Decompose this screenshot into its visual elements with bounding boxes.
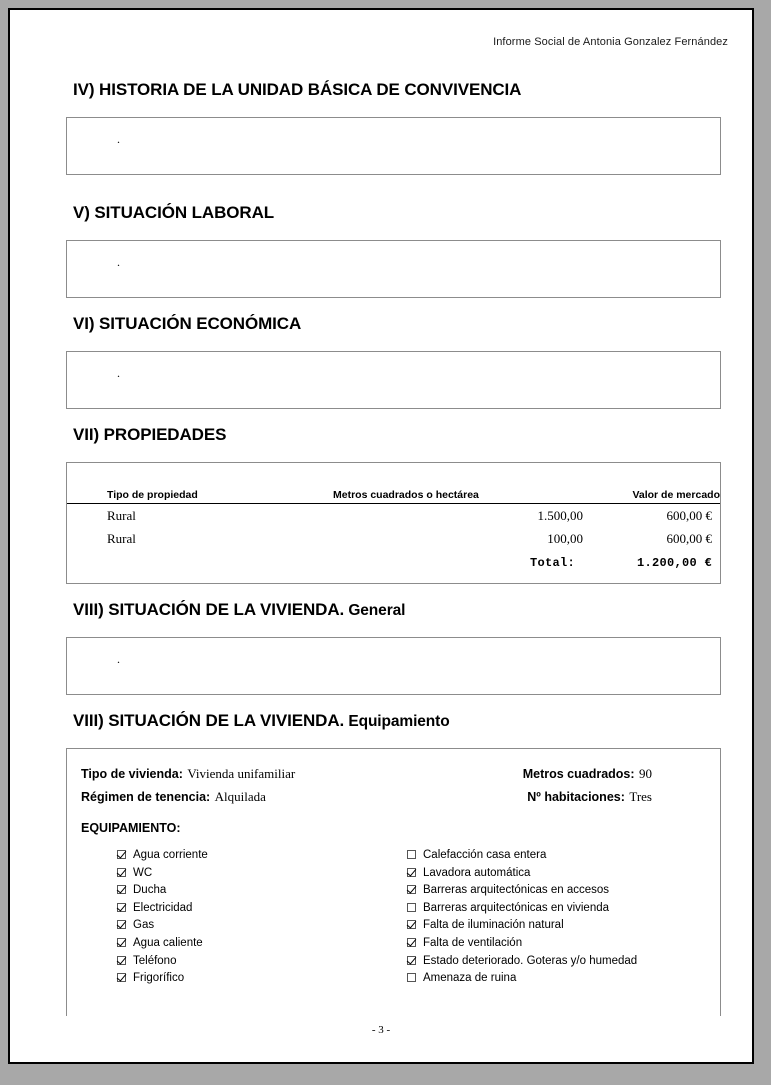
checklist-item[interactable] (407, 935, 720, 953)
document-content (66, 80, 721, 1016)
cell-tipo: Rural (107, 508, 136, 523)
checklist-item-label: Gas (133, 919, 155, 932)
section-title-vivienda-general (66, 600, 721, 620)
section-title-suffix: General (344, 602, 406, 619)
textbox-vivienda-general[interactable]: . (66, 637, 721, 695)
checkbox-checked-icon[interactable] (117, 973, 126, 982)
checklist-item-label: Electricidad (133, 901, 193, 914)
checklist-item-label: WC (133, 866, 153, 879)
metros-cuadrados-label: Metros cuadrados: (522, 767, 635, 781)
tipo-vivienda-label: Tipo de vivienda: (81, 767, 183, 781)
checklist-item[interactable] (117, 865, 407, 883)
section-title-suffix: Equipamiento (344, 713, 450, 730)
checkbox-checked-icon[interactable] (117, 920, 126, 929)
regimen-tenencia-value: Alquilada (214, 789, 266, 804)
vivienda-fields (67, 765, 720, 806)
checklist-item-label: Ducha (133, 884, 167, 897)
checklist-item[interactable] (407, 882, 720, 900)
table-header-tipo: Tipo de propiedad (67, 489, 297, 504)
section-title-propiedades: VII) PROPIEDADES (73, 425, 227, 444)
checklist-item[interactable] (407, 970, 720, 988)
tipo-vivienda-value: Vivienda unifamiliar (187, 766, 296, 781)
checkbox-checked-icon[interactable] (117, 850, 126, 859)
checklist-column-right (407, 847, 720, 988)
checklist-item-label: Barreras arquitectónicas en accesos (423, 884, 610, 897)
checklist-item-label: Estado deteriorado. Goteras y/o humedad (423, 954, 638, 967)
regimen-tenencia-label: Régimen de tenencia: (81, 790, 211, 804)
section-title-main: VIII) SITUACIÓN DE LA VIVIENDA. (73, 711, 345, 730)
checkbox-unchecked-icon[interactable] (407, 903, 416, 912)
checkbox-checked-icon[interactable] (117, 903, 126, 912)
total-label: Total: (529, 556, 575, 570)
checklist-item-label: Falta de ventilación (423, 936, 523, 949)
section-title-historia: IV) HISTORIA DE LA UNIDAD BÁSICA DE CONVIVENCIA (73, 80, 522, 99)
checkbox-checked-icon[interactable] (407, 885, 416, 894)
checklist-item-label: Amenaza de ruina (423, 972, 517, 985)
checklist-item[interactable] (117, 847, 407, 865)
field-row-tipo-vivienda (81, 765, 706, 783)
equipamiento-box (66, 748, 721, 1016)
checkbox-unchecked-icon[interactable] (407, 973, 416, 982)
checklist-item[interactable] (407, 953, 720, 971)
table-header-metros: Metros cuadrados o hectárea (297, 489, 583, 504)
checklist-item[interactable] (407, 847, 720, 865)
checklist-item[interactable] (117, 953, 407, 971)
checklist-item-label: Agua corriente (133, 849, 208, 861)
habitaciones-label: Nº habitaciones: (527, 790, 625, 804)
checklist-item-label: Frigorífico (133, 972, 185, 985)
habitaciones-value: Tres (629, 789, 652, 804)
checklist-column-left (67, 847, 407, 988)
checklist-item[interactable] (407, 917, 720, 935)
cell-metros: 100,00 (547, 531, 583, 546)
field-row-regimen (81, 788, 706, 806)
table-total-row (67, 550, 720, 573)
checkbox-checked-icon[interactable] (407, 920, 416, 929)
textbox-historia[interactable]: . (66, 117, 721, 175)
checklist-item-label: Falta de iluminación natural (423, 919, 564, 932)
cell-metros: 1.500,00 (537, 508, 583, 523)
checklist-item[interactable] (117, 900, 407, 918)
checkbox-checked-icon[interactable] (117, 868, 126, 877)
checklist-item-label: Lavadora automática (423, 866, 531, 879)
checklist-item-label: Barreras arquitectónicas en vivienda (423, 901, 610, 914)
checkbox-checked-icon[interactable] (117, 885, 126, 894)
table-header-row (67, 489, 720, 504)
checklist-item[interactable] (117, 882, 407, 900)
table-header-valor: Valor de mercado (583, 489, 720, 504)
page-footer: - 3 - (371, 1024, 391, 1036)
cell-tipo: Rural (107, 531, 136, 546)
document-page (8, 8, 754, 1064)
checkbox-checked-icon[interactable] (117, 938, 126, 947)
page-header: Informe Social de Antonia Gonzalez Fernández (493, 36, 728, 48)
checklist-item-label: Agua caliente (133, 936, 203, 949)
checkbox-checked-icon[interactable] (407, 868, 416, 877)
table-row (67, 504, 720, 528)
properties-table (67, 489, 720, 573)
section-title-economica: VI) SITUACIÓN ECONÓMICA (73, 314, 302, 333)
textbox-economica[interactable]: . (66, 351, 721, 409)
total-value: 1.200,00 € (636, 556, 712, 570)
checklist-item[interactable] (117, 970, 407, 988)
checklist-item-label: Teléfono (133, 954, 177, 967)
checklist-item[interactable] (117, 917, 407, 935)
checklist-item-label: Calefacción casa entera (423, 849, 547, 861)
cell-valor: 600,00 € (666, 531, 712, 546)
textbox-laboral[interactable]: . (66, 240, 721, 298)
checkbox-checked-icon[interactable] (407, 938, 416, 947)
section-title-main: VIII) SITUACIÓN DE LA VIVIENDA. (73, 600, 345, 619)
metros-cuadrados-value: 90 (639, 766, 652, 781)
section-title-vivienda-equipamiento (66, 711, 721, 731)
cell-valor: 600,00 € (666, 508, 712, 523)
checklist-item[interactable] (407, 865, 720, 883)
section-title-laboral: V) SITUACIÓN LABORAL (73, 203, 275, 222)
checkbox-checked-icon[interactable] (117, 956, 126, 965)
equipamiento-heading: EQUIPAMIENTO: (81, 821, 181, 835)
table-row (67, 527, 720, 550)
checkbox-unchecked-icon[interactable] (407, 850, 416, 859)
checkbox-checked-icon[interactable] (407, 956, 416, 965)
equipamiento-checklist (67, 835, 720, 988)
properties-table-box (66, 462, 721, 584)
checklist-item[interactable] (407, 900, 720, 918)
checklist-item[interactable] (117, 935, 407, 953)
